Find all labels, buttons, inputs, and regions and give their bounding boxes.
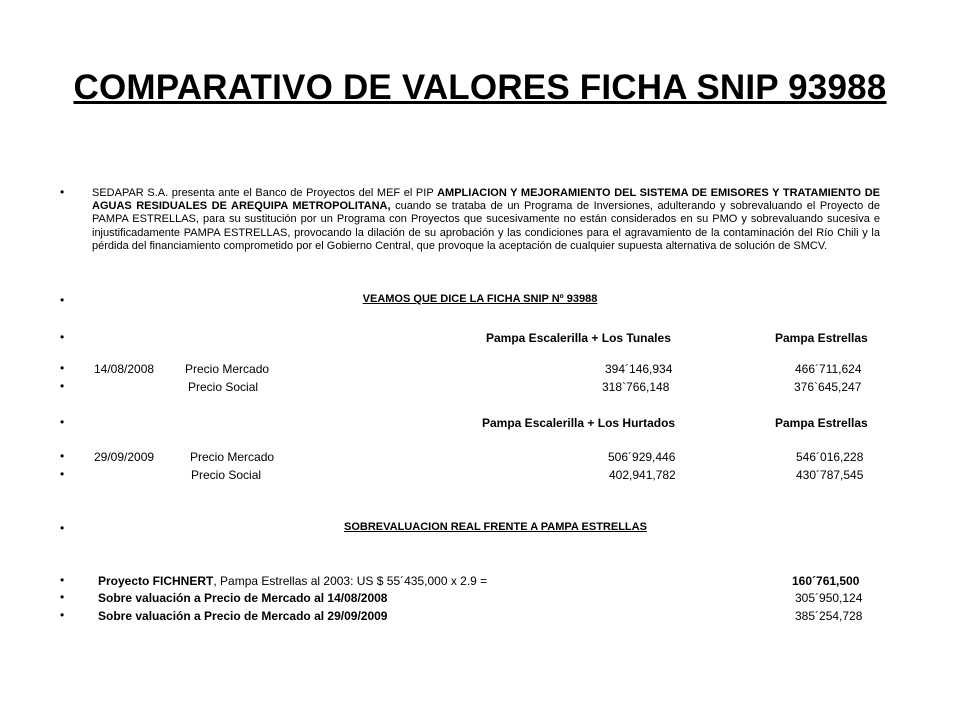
summary-line2-label: Sobre valuación a Precio de Mercado al 14/08/2008 [98,591,388,605]
table1-row1-value1: 394´146,934 [605,362,673,376]
bullet: • [60,467,65,481]
summary-line3-value: 385´254,728 [795,609,863,623]
summary-line1-text: , Pampa Estrellas al 2003: US $ 55´435,000 x 2.9 = [213,574,488,588]
table1-row2-value1: 318`766,148 [602,380,670,394]
intro-project-name: AMPLIACION Y MEJORAMIENTO DEL SISTEMA DE EMISORES Y TRATAMIENTO DE AGUAS RESIDUALES DE AREQUIPA METROPOLITANA, [92,187,880,213]
table2-row2-label: Precio Social [191,468,262,482]
table2-col1-header: Pampa Escalerilla + Los Hurtados [482,416,676,430]
intro-text-2: cuando se trataba de un Programa de Inversiones, adulterando y sobrevaluando el Proyecto de PAMPA ESTRELLAS, para su sustitución por un Programa con Proyectos que sucesivamente no están considerados en su PMO y sobrevaluando sucesiva e injustificadamente PAMPA ESTRELLAS, provocando la dilación de su aprobación y las condiciones para el agravamiento de la contaminación del Río Chili y la pérdida del financiamiento comprometido por el Gobierno Central, que provoque la aceptación de cualquier supuesta alternativa de solución de SMCV. [92,200,880,252]
table1-row2-value2: 376`645,247 [794,380,862,394]
bullet: • [60,379,65,393]
table2-row2-value1: 402,941,782 [609,468,676,482]
bullet: • [60,521,65,535]
table2-row2-value2: 430´787,545 [796,468,864,482]
bullet: • [60,573,65,587]
intro-text-1: SEDAPAR S.A. presenta ante el Banco de Proyectos del MEF el PIP [92,187,438,199]
table2-row1-value1: 506´929,446 [608,450,676,464]
table2-date: 29/09/2009 [94,450,155,464]
bullet: • [60,608,65,622]
bullet: • [60,185,65,199]
bullet: • [60,293,65,307]
table1-row1-value2: 466´711,624 [795,362,862,376]
table1-date: 14/08/2008 [94,362,155,376]
table1-col2-header: Pampa Estrellas [775,331,868,345]
summary-line3-label: Sobre valuación a Precio de Mercado al 29/09/2009 [98,609,388,623]
bullet: • [60,449,65,463]
summary-line2-value: 305´950,124 [795,591,863,605]
bullet: • [60,415,65,429]
table1-row2-label: Precio Social [188,380,259,394]
bullet: • [60,590,65,604]
summary-line1 [98,574,487,588]
bullet: • [60,361,65,375]
section1-heading: VEAMOS QUE DICE LA FICHA SNIP Nº 93988 [362,293,598,305]
table2-col2-header: Pampa Estrellas [775,416,868,430]
intro-paragraph [92,187,880,253]
summary-line1-project: Proyecto FICHNERT [98,574,214,588]
table1-col1-header: Pampa Escalerilla + Los Tunales [486,331,671,345]
table2-row1-label: Precio Mercado [190,450,275,464]
page-title: COMPARATIVO DE VALORES FICHA SNIP 93988 [73,68,887,107]
summary-line1-value: 160´761,500 [792,574,860,588]
bullet: • [60,330,65,344]
section2-heading: SOBREVALUACION REAL FRENTE A PAMPA ESTRELLAS [344,521,647,533]
table2-row1-value2: 546´016,228 [796,450,864,464]
table1-row1-label: Precio Mercado [185,362,270,376]
